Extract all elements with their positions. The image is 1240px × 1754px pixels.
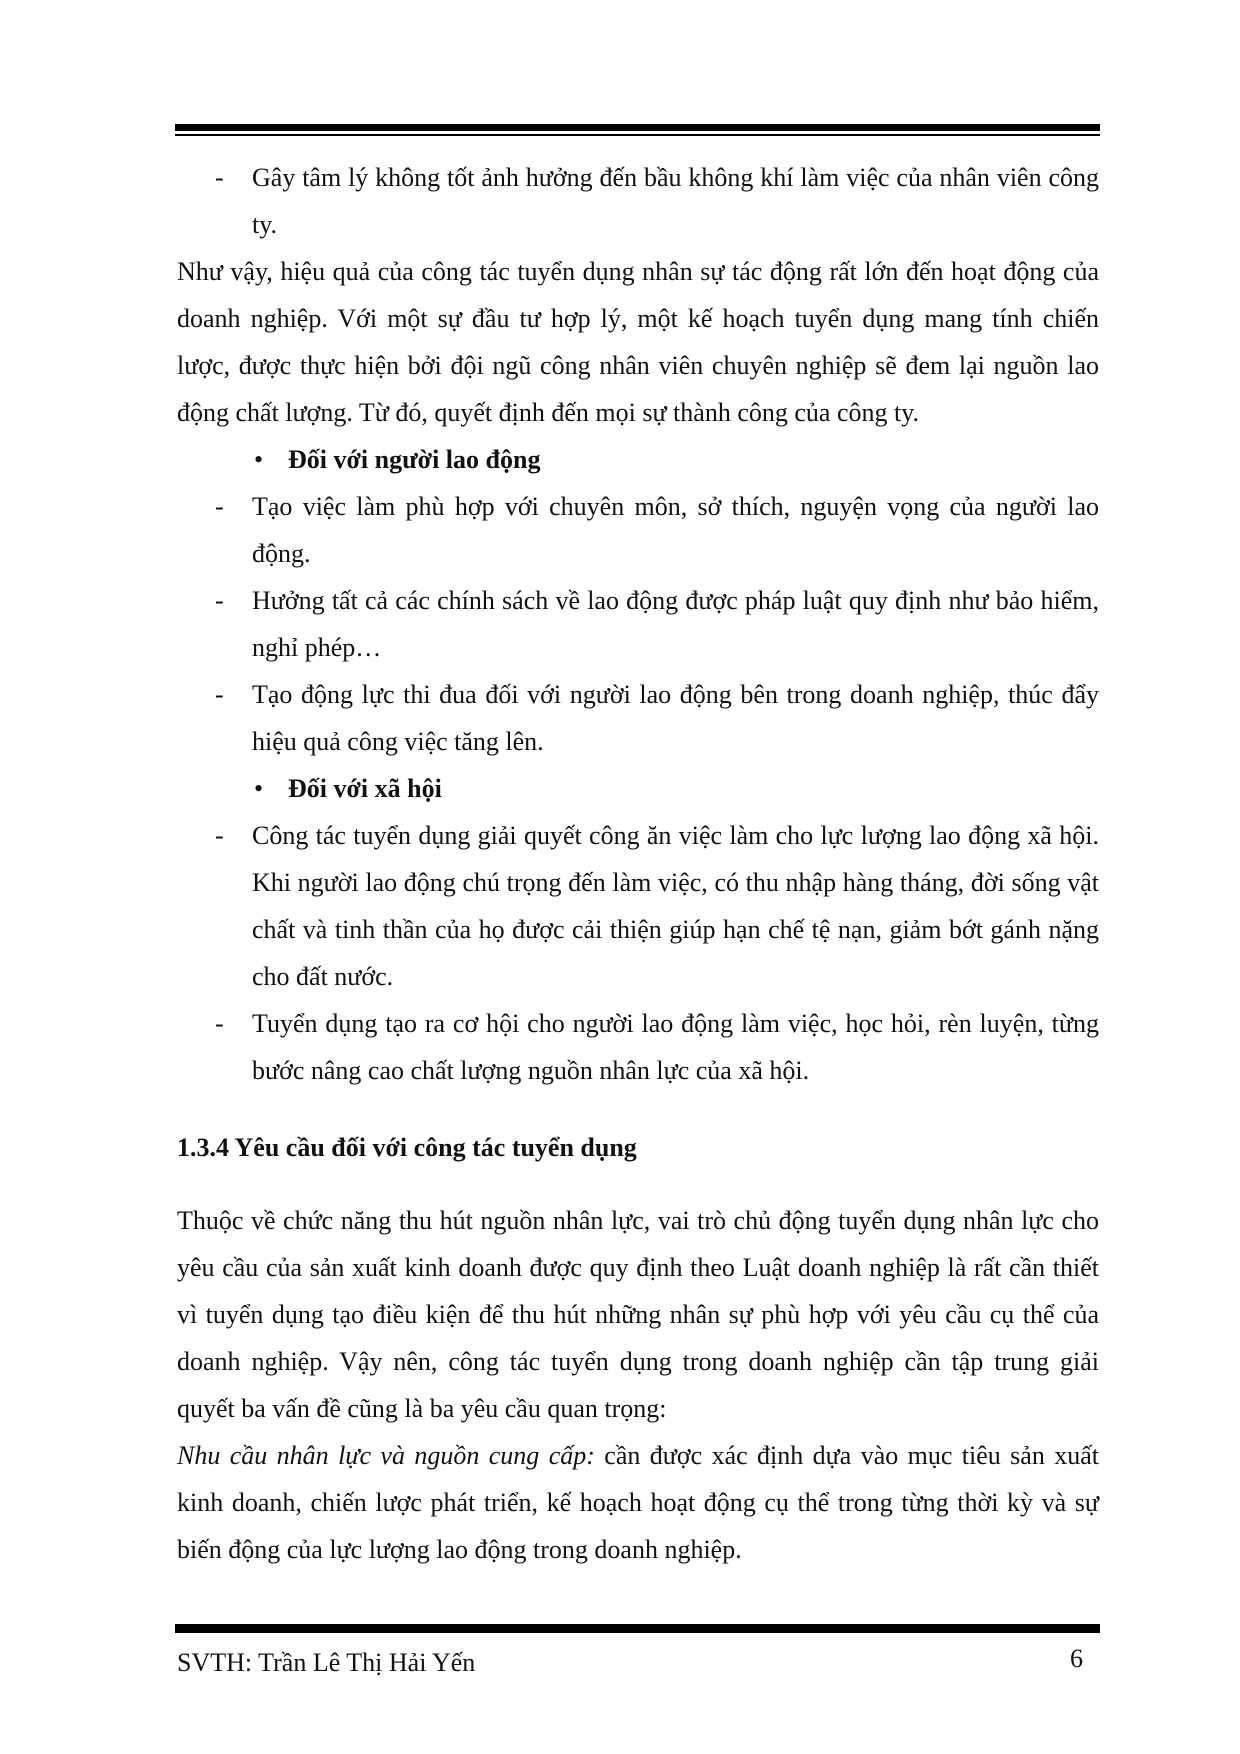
page-body — [177, 154, 1099, 1573]
paragraph-text: cần được xác định dựa vào mục tiêu sản xuất kinh doanh, chiến lược phát triển, kế hoạch hoạt động cụ thể trong từng thời kỳ và sự biến động của lực lượng lao động trong doanh nghiệp. — [177, 1441, 1100, 1564]
list-item — [177, 812, 1099, 1000]
list-item-text: Hưởng tất cả các chính sách về lao động được pháp luật quy định như bảo hiểm, nghỉ phép… — [252, 586, 1099, 662]
dash-marker: - — [215, 821, 224, 850]
footer-author: SVTH: Trần Lê Thị Hải Yến — [177, 1648, 476, 1677]
header-rule-thin — [175, 134, 1100, 136]
footer-rule — [175, 1624, 1100, 1633]
paragraph: Như vậy, hiệu quả của công tác tuyển dụng nhân sự tác động rất lớn đến hoạt động của doanh nghiệp. Với một sự đầu tư hợp lý, một kế hoạch tuyển dụng mang tính chiến lược, được thực hiện bởi đội ngũ công nhân viên chuyên nghiệp sẽ đem lại nguồn lao động chất lượng. Từ đó, quyết định đến mọi sự thành công của công ty. — [177, 257, 1099, 427]
bullet-dot-icon: • — [254, 445, 264, 474]
page-number: 6 — [1070, 1644, 1083, 1673]
list-item — [177, 154, 1099, 248]
paragraph-lead: Nhu cầu nhân lực và nguồn cung cấp: — [177, 1441, 595, 1470]
paragraph: Thuộc về chức năng thu hút nguồn nhân lực, vai trò chủ động tuyển dụng nhân lực cho yêu cầu của sản xuất kinh doanh được quy định theo Luật doanh nghiệp là rất cần thiết vì tuyển dụng tạo điều kiện để thu hút những nhân sự phù hợp với yêu cầu cụ thể của doanh nghiệp. Vậy nên, công tác tuyển dụng trong doanh nghiệp cần tập trung giải quyết ba vấn đề cũng là ba yêu cầu quan trọng: — [177, 1206, 1099, 1423]
dash-marker: - — [215, 680, 224, 709]
list-item-text: Tạo việc làm phù hợp với chuyên môn, sở thích, nguyện vọng của người lao động. — [252, 492, 1099, 568]
list-item-text: Tạo động lực thi đua đối với người lao động bên trong doanh nghiệp, thúc đẩy hiệu quả công việc tăng lên. — [252, 680, 1099, 756]
dash-marker: - — [215, 163, 224, 192]
list-item — [177, 483, 1099, 577]
bullet-heading — [177, 765, 1099, 812]
bullet-heading — [177, 436, 1099, 483]
bullet-heading-text: Đối với xã hội — [288, 774, 442, 803]
header-rule — [175, 124, 1100, 131]
section-heading: 1.3.4 Yêu cầu đối với công tác tuyển dụng — [177, 1133, 637, 1162]
dash-marker: - — [215, 1009, 224, 1038]
list-item-text: Tuyển dụng tạo ra cơ hội cho người lao động làm việc, học hỏi, rèn luyện, từng bước nâng cao chất lượng nguồn nhân lực của xã hội. — [252, 1009, 1099, 1085]
dash-marker: - — [215, 492, 224, 521]
list-item — [177, 671, 1099, 765]
list-item — [177, 1000, 1099, 1094]
list-item-text: Gây tâm lý không tốt ảnh hưởng đến bầu không khí làm việc của nhân viên công ty. — [252, 163, 1099, 239]
bullet-dot-icon: • — [254, 774, 264, 803]
dash-marker: - — [215, 586, 224, 615]
list-item-text: Công tác tuyển dụng giải quyết công ăn việc làm cho lực lượng lao động xã hội. Khi người lao động chú trọng đến làm việc, có thu nhập hàng tháng, đời sống vật chất và tinh thần của họ được cải thiện giúp hạn chế tệ nạn, giảm bớt gánh nặng cho đất nước. — [252, 821, 1099, 991]
list-item — [177, 577, 1099, 671]
bullet-heading-text: Đối với người lao động — [288, 445, 541, 474]
paragraph — [177, 1432, 1099, 1573]
